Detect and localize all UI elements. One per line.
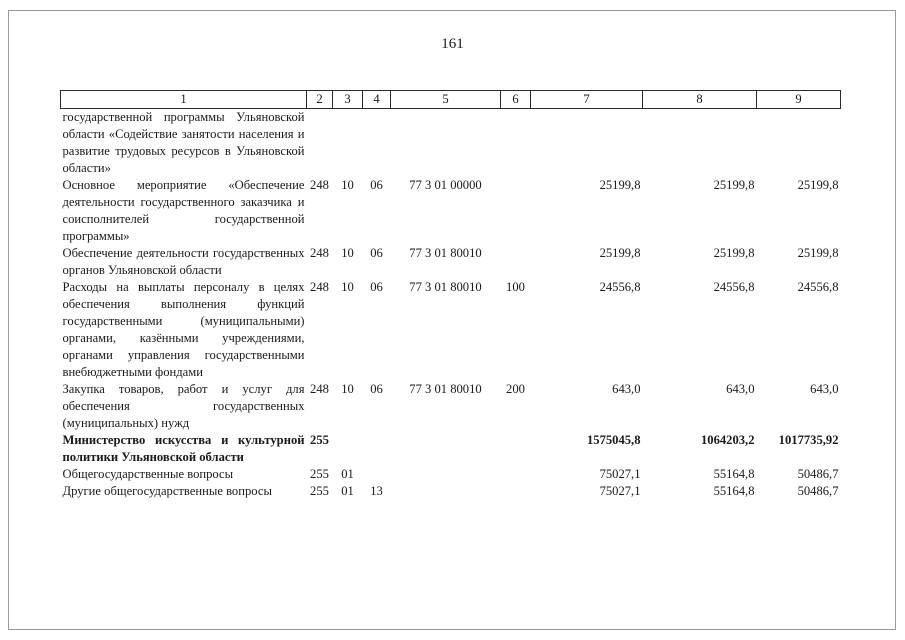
column-header: 8 bbox=[643, 91, 757, 109]
cell-expense-type bbox=[501, 483, 531, 500]
cell-amount-col9: 1017735,92 bbox=[778, 433, 839, 447]
row-description: Основное мероприятие «Обеспечение деятельности государственного заказчика и соисполнителей государственной программы» bbox=[62, 178, 305, 243]
column-header: 9 bbox=[757, 91, 841, 109]
page-number: 161 bbox=[441, 36, 464, 52]
row-description: государственной программы Ульяновской области «Содействие занятости населения и развитие трудовых ресурсов в Ульяновской области» bbox=[62, 110, 305, 175]
cell-target-article: 77 3 01 80010 bbox=[409, 382, 482, 396]
row-description: Обеспечение деятельности государственных органов Ульяновской области bbox=[62, 246, 305, 277]
cell-subsection bbox=[363, 466, 391, 483]
table-row bbox=[61, 279, 841, 381]
cell-target-article bbox=[391, 109, 501, 178]
cell-amount-col7 bbox=[531, 109, 643, 178]
cell-subsection: 06 bbox=[370, 178, 383, 192]
cell-expense-type bbox=[501, 432, 531, 466]
table-row bbox=[61, 177, 841, 245]
cell-amount-col7: 25199,8 bbox=[599, 246, 641, 260]
cell-amount-col8: 1064203,2 bbox=[700, 433, 755, 447]
cell-amount-col8: 55164,8 bbox=[713, 467, 755, 481]
cell-section bbox=[333, 432, 363, 466]
table-row bbox=[61, 432, 841, 466]
cell-amount-col9: 50486,7 bbox=[797, 467, 839, 481]
cell-target-article: 77 3 01 80010 bbox=[409, 246, 482, 260]
cell-amount-col7: 643,0 bbox=[612, 382, 641, 396]
column-header: 5 bbox=[391, 91, 501, 109]
cell-section: 10 bbox=[341, 178, 354, 192]
cell-expense-type bbox=[501, 466, 531, 483]
cell-expense-type: 100 bbox=[506, 280, 525, 294]
table-row bbox=[61, 466, 841, 483]
column-header: 7 bbox=[531, 91, 643, 109]
cell-subsection: 06 bbox=[370, 280, 383, 294]
cell-section: 10 bbox=[341, 246, 354, 260]
cell-section: 01 bbox=[341, 484, 354, 498]
cell-amount-col8: 24556,8 bbox=[713, 280, 755, 294]
row-description: Закупка товаров, работ и услуг для обеспечения государственных (муниципальных) нужд bbox=[62, 382, 305, 430]
column-header: 6 bbox=[501, 91, 531, 109]
cell-expense-type bbox=[501, 109, 531, 178]
cell-expense-type bbox=[501, 177, 531, 245]
row-description: Общегосударственные вопросы bbox=[62, 467, 234, 481]
cell-amount-col9: 643,0 bbox=[810, 382, 839, 396]
cell-subsection: 06 bbox=[370, 382, 383, 396]
cell-section: 10 bbox=[341, 382, 354, 396]
column-header: 2 bbox=[307, 91, 333, 109]
cell-section bbox=[333, 109, 363, 178]
table-row bbox=[61, 109, 841, 178]
cell-subsection: 13 bbox=[370, 484, 383, 498]
cell-subsection bbox=[363, 432, 391, 466]
cell-amount-col7: 75027,1 bbox=[599, 484, 641, 498]
table-row bbox=[61, 381, 841, 432]
row-description: Другие общегосударственные вопросы bbox=[62, 484, 272, 498]
cell-amount-col7: 75027,1 bbox=[599, 467, 641, 481]
cell-ministry-code: 248 bbox=[310, 382, 329, 396]
cell-subsection: 06 bbox=[370, 246, 383, 260]
cell-target-article bbox=[391, 466, 501, 483]
cell-target-article: 77 3 01 80010 bbox=[409, 280, 482, 294]
cell-amount-col7: 1575045,8 bbox=[586, 433, 641, 447]
cell-amount-col9 bbox=[757, 109, 841, 178]
cell-target-article bbox=[391, 432, 501, 466]
header-row bbox=[61, 91, 841, 109]
column-header: 3 bbox=[333, 91, 363, 109]
cell-amount-col9: 50486,7 bbox=[797, 484, 839, 498]
cell-amount-col8: 25199,8 bbox=[713, 178, 755, 192]
column-header: 4 bbox=[363, 91, 391, 109]
column-header: 1 bbox=[61, 91, 307, 109]
cell-ministry-code: 248 bbox=[310, 178, 329, 192]
cell-amount-col8: 643,0 bbox=[726, 382, 755, 396]
row-description: Министерство искусства и культурной политики Ульяновской области bbox=[62, 433, 305, 464]
cell-amount-col8: 55164,8 bbox=[713, 484, 755, 498]
cell-ministry-code: 255 bbox=[310, 433, 329, 447]
cell-amount-col9: 25199,8 bbox=[797, 246, 839, 260]
cell-subsection bbox=[363, 109, 391, 178]
cell-amount-col8 bbox=[643, 109, 757, 178]
cell-ministry-code: 248 bbox=[310, 280, 329, 294]
cell-target-article: 77 3 01 00000 bbox=[409, 178, 482, 192]
budget-table bbox=[60, 90, 841, 500]
cell-amount-col9: 24556,8 bbox=[797, 280, 839, 294]
table-row bbox=[61, 245, 841, 279]
cell-ministry-code: 255 bbox=[310, 484, 329, 498]
cell-section: 10 bbox=[341, 280, 354, 294]
row-description: Расходы на выплаты персоналу в целях обеспечения выполнения функций государственными (муниципальными) органами, казёнными учреждениями, органами управления государственными внебюджетными фондами bbox=[62, 280, 305, 379]
cell-section: 01 bbox=[341, 467, 354, 481]
cell-expense-type bbox=[501, 245, 531, 279]
cell-amount-col9: 25199,8 bbox=[797, 178, 839, 192]
cell-ministry-code bbox=[307, 109, 333, 178]
cell-target-article bbox=[391, 483, 501, 500]
cell-ministry-code: 255 bbox=[310, 467, 329, 481]
cell-amount-col8: 25199,8 bbox=[713, 246, 755, 260]
table-row bbox=[61, 483, 841, 500]
cell-amount-col7: 25199,8 bbox=[599, 178, 641, 192]
cell-expense-type: 200 bbox=[506, 382, 525, 396]
cell-amount-col7: 24556,8 bbox=[599, 280, 641, 294]
cell-ministry-code: 248 bbox=[310, 246, 329, 260]
